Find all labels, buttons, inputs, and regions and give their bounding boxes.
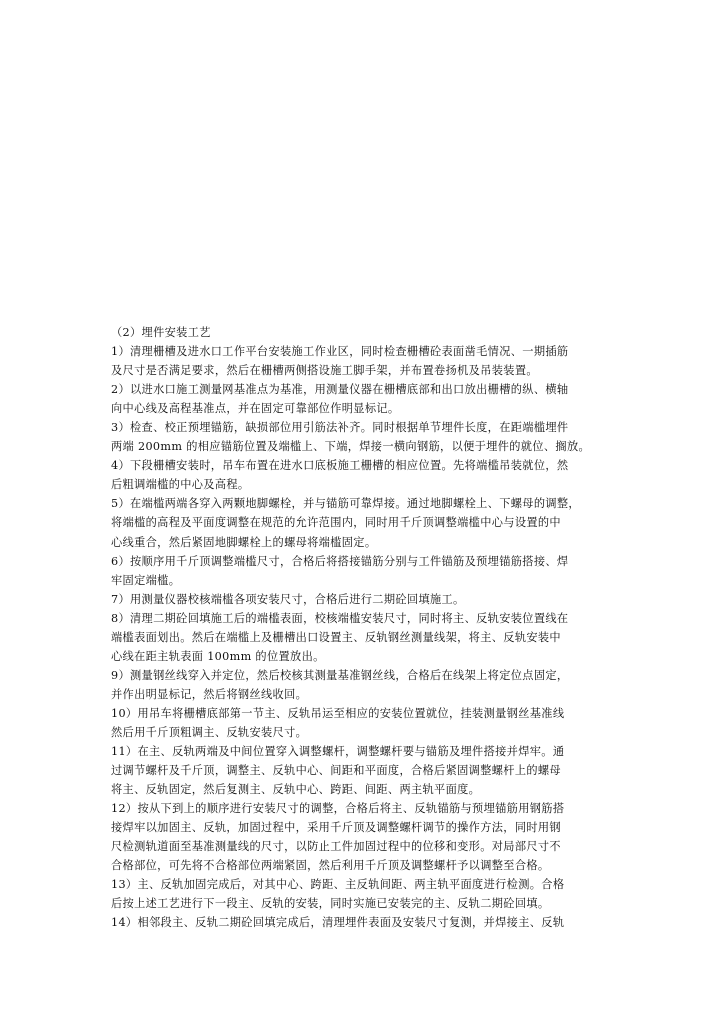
text-line: 将主、反轨固定，然后复测主、反轨中心、跨距、间距、两主轨平面度。 [111,783,481,797]
text-line: 心线在距主轨表面 100mm 的位置放出。 [111,649,325,663]
text-line: 并作出明显标记，然后将钢丝线收回。 [111,687,308,701]
text-line: 牢固定端槛。 [111,573,181,587]
text-line: 6）按顺序用千斤顶调整端槛尺寸，合格后将搭接锚筋分别与工件锚筋及预埋锚筋搭接、焊 [111,554,569,568]
text-line: 后粗调端槛的中心及高程。 [111,478,250,492]
text-line: 将端槛的高程及平面度调整在规范的允许范围内，同时用千斤顶调整端槛中心与设置的中 [111,516,561,530]
text-line: 1）清理栅槽及进水口工作平台安装施工作业区，同时检查栅槽砼表面凿毛情况、一期插筋 [111,345,569,359]
text-line: 4）下段栅槽安装时，吊车布置在进水口底板施工栅槽的相应位置。先将端槛吊装就位，然 [111,459,569,473]
text-line: 5）在端槛两端各穿入两颗地脚螺栓，并与锚筋可靠焊接。通过地脚螺栓上、下螺母的调整， [111,497,580,511]
text-line: 8）清理二期砼回填施工后的端槛表面，校核端槛安装尺寸，同时将主、反轨安装位置线在 [111,611,569,625]
text-line: 后按上述工艺进行下一段主、反轨的安装，同时实施已安装完的主、反轨二期砼回填。 [111,897,550,911]
document-body [111,323,617,933]
text-line: 尺检测轨道面至基准测量线的尺寸，以防止工件加固过程中的位移和变形。对局部尺寸不 [111,840,561,854]
text-line: 两端 200mm 的相应锚筋位置及端槛上、下端，焊接一横向钢筋，以便于埋件的就位、搁放。 [111,440,591,454]
text-line: 13）主、反轨加固完成后，对其中心、跨距、主反轨间距、两主轨平面度进行检测。合格 [111,878,565,892]
text-line: 及尺寸是否满足要求，然后在栅槽两侧搭设施工脚手架，并布置卷扬机及吊装装置。 [111,364,538,378]
text-line: 然后用千斤顶粗调主、反轨安装尺寸。 [111,725,308,739]
section-heading: （2）埋件安装工艺 [111,326,211,339]
text-line: 2）以进水口施工测量网基准点为基准，用测量仪器在栅槽底部和出口放出栅槽的纵、横轴 [111,383,569,397]
text-line: 7）用测量仪器校核端槛各项安装尺寸，合格后进行二期砼回填施工。 [111,592,465,606]
text-line: 14）相邻段主、反轨二期砼回填完成后，清理埋件表面及安装尺寸复测，并焊接主、反轨 [111,916,565,930]
text-line: 向中心线及高程基准点，并在固定可靠部位作明显标记。 [111,402,400,416]
text-line: 12）按从下到上的顺序进行安装尺寸的调整，合格后将主、反轨锚筋与预埋锚筋用钢筋搭 [111,802,565,816]
text-line: 3）检查、校正预埋锚筋，缺损部位用引筋法补齐。同时根据单节埋件长度，在距端槛埋件 [111,421,569,435]
text-line: 过调节螺杆及千斤顶，调整主、反轨中心、间距和平面度，合格后紧固调整螺杆上的螺母 [111,764,561,778]
text-line: 心线重合，然后紧固地脚螺栓上的螺母将端槛固定。 [111,535,377,549]
text-line: 9）测量钢丝线穿入并定位，然后校核其测量基准钢丝线，合格后在线架上将定位点固定， [111,668,569,682]
text-line: 11）在主、反轨两端及中间位置穿入调整螺杆，调整螺杆要与锚筋及埋件搭接并焊牢。通 [111,745,565,759]
text-line: 10）用吊车将栅槽底部第一节主、反轨吊运至相应的安装位置就位，挂装测量钢丝基准线 [111,706,565,720]
text-line: 合格部位，可先将不合格部位两端紧固，然后利用千斤顶及调整螺杆予以调整至合格。 [111,859,550,873]
text-line: 接焊牢以加固主、反轨，加固过程中，采用千斤顶及调整螺杆调节的操作方法，同时用钢 [111,821,561,835]
text-line: 端槛表面划出。然后在端槛上及栅槽出口设置主、反轨钢丝测量线架，将主、反轨安装中 [111,630,561,644]
